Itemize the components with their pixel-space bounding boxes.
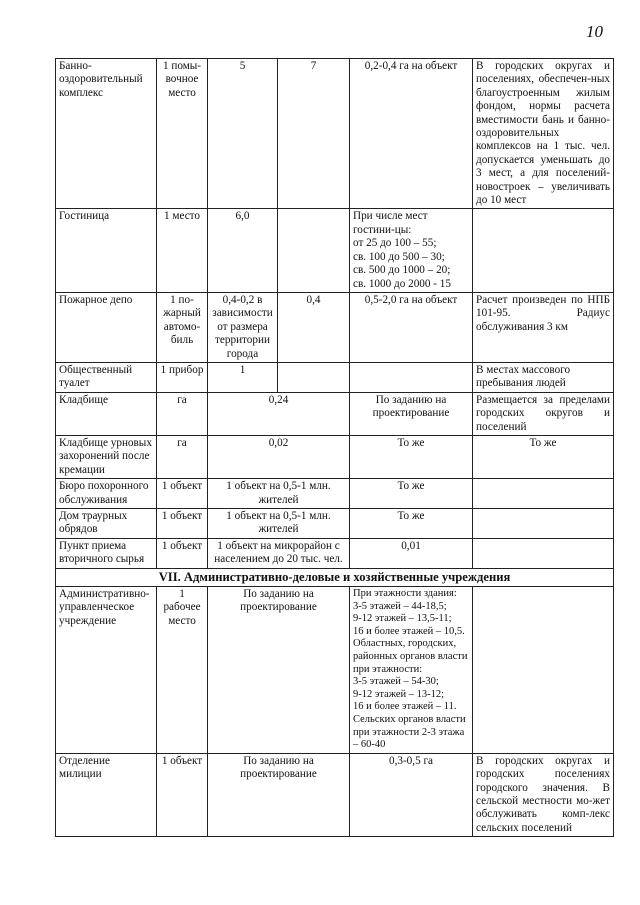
table-row bbox=[56, 209, 614, 292]
row-value-merged: 1 объект на микрорайон с населением до 20 тыс. чел. bbox=[208, 538, 350, 568]
row-note: Размещается за пределами городских округов и поселений bbox=[473, 392, 614, 435]
row-name: Пожарное депо bbox=[56, 292, 157, 362]
row-note bbox=[473, 538, 614, 568]
row-value-2 bbox=[278, 209, 350, 292]
row-name: Гостиница bbox=[56, 209, 157, 292]
row-note: В местах массового пребывания людей bbox=[473, 362, 614, 392]
row-value-merged: 1 объект на 0,5-1 млн. жителей bbox=[208, 479, 350, 509]
row-area: То же bbox=[350, 479, 473, 509]
row-name: Пункт приема вторичного сырья bbox=[56, 538, 157, 568]
row-value-1: 5 bbox=[208, 59, 278, 209]
row-value-merged: 0,02 bbox=[208, 435, 350, 478]
row-area: При этажности здания: 3-5 этажей – 44-18,5; 9-12 этажей – 13,5-11; 16 и более этажей – 10,5. Областных, городских, районных органов власти при этажности: 3-5 этажей – 54-30; 9-12 этажей – 13-12; 16 и более этажей – 11. Сельских органов власти при этажности 2-3 этажа – 60-40 bbox=[350, 587, 473, 754]
row-value-2: 7 bbox=[278, 59, 350, 209]
table-row bbox=[56, 587, 614, 754]
row-unit: 1 объект bbox=[157, 538, 208, 568]
row-unit: 1 объект bbox=[157, 509, 208, 539]
row-name: Дом траурных обрядов bbox=[56, 509, 157, 539]
row-area: 0,3-0,5 га bbox=[350, 753, 473, 836]
row-value-1: 1 bbox=[208, 362, 278, 392]
row-name: Банно-оздоровительный комплекс bbox=[56, 59, 157, 209]
row-name: Отделение милиции bbox=[56, 753, 157, 836]
row-area: То же bbox=[350, 509, 473, 539]
row-note bbox=[473, 509, 614, 539]
row-area bbox=[350, 362, 473, 392]
row-area: 0,01 bbox=[350, 538, 473, 568]
row-name: Кладбище bbox=[56, 392, 157, 435]
table-row bbox=[56, 479, 614, 509]
row-value-1: 6,0 bbox=[208, 209, 278, 292]
row-note bbox=[473, 587, 614, 754]
table-row bbox=[56, 509, 614, 539]
section-title: VII. Административно-деловые и хозяйственные учреждения bbox=[56, 568, 614, 586]
table-row bbox=[56, 292, 614, 362]
row-note bbox=[473, 209, 614, 292]
table-row bbox=[56, 362, 614, 392]
row-name: Общественный туалет bbox=[56, 362, 157, 392]
row-unit: 1 помы-вочное место bbox=[157, 59, 208, 209]
row-area: То же bbox=[350, 435, 473, 478]
row-value-merged: 1 объект на 0,5-1 млн. жителей bbox=[208, 509, 350, 539]
row-value-1: 0,4-0,2 в зависимости от размера территории города bbox=[208, 292, 278, 362]
row-name: Кладбище урновых захоронений после кремации bbox=[56, 435, 157, 478]
row-name: Административно-управленческое учреждение bbox=[56, 587, 157, 754]
row-name: Бюро похоронного обслуживания bbox=[56, 479, 157, 509]
row-note: То же bbox=[473, 435, 614, 478]
row-value-2 bbox=[278, 362, 350, 392]
table-row bbox=[56, 538, 614, 568]
row-area: 0,5-2,0 га на объект bbox=[350, 292, 473, 362]
row-unit: 1 объект bbox=[157, 479, 208, 509]
row-area: По заданию на проектирование bbox=[350, 392, 473, 435]
row-area: При числе мест гостини-цы: от 25 до 100 – 55; св. 100 до 500 – 30; св. 500 до 1000 – 20; св. 1000 до 2000 - 15 bbox=[350, 209, 473, 292]
row-note bbox=[473, 479, 614, 509]
row-note: В городских округах и поселениях, обеспечен-ных благоустроенным жилым фондом, нормы расчета вместимости бань и банно-оздоровительных комплексов на 1 тыс. чел. допускается уменьшать до 3 мест, а для поселений-новостроек – увеличивать до 10 мест bbox=[473, 59, 614, 209]
row-value-2: 0,4 bbox=[278, 292, 350, 362]
row-value-merged: По заданию на проектирование bbox=[208, 753, 350, 836]
table-row bbox=[56, 59, 614, 209]
row-note: Расчет произведен по НПБ 101-95. Радиус обслуживания 3 км bbox=[473, 292, 614, 362]
row-unit: 1 по-жарный автомо-биль bbox=[157, 292, 208, 362]
row-unit: га bbox=[157, 392, 208, 435]
table-row bbox=[56, 392, 614, 435]
row-unit: 1 место bbox=[157, 209, 208, 292]
row-value-merged: 0,24 bbox=[208, 392, 350, 435]
row-unit: 1 объект bbox=[157, 753, 208, 836]
norms-table bbox=[55, 58, 614, 837]
row-note: В городских округах и городских поселениях городского значения. В сельской местности мо-жет обслуживать комп-лекс сельских поселений bbox=[473, 753, 614, 836]
table-row bbox=[56, 435, 614, 478]
page-number: 10 bbox=[586, 22, 603, 41]
row-unit: 1 прибор bbox=[157, 362, 208, 392]
row-unit: га bbox=[157, 435, 208, 478]
table-row bbox=[56, 753, 614, 836]
row-unit: 1 рабочее место bbox=[157, 587, 208, 754]
row-value-merged: По заданию на проектирование bbox=[208, 587, 350, 754]
row-area: 0,2-0,4 га на объект bbox=[350, 59, 473, 209]
section-header-row bbox=[56, 568, 614, 586]
